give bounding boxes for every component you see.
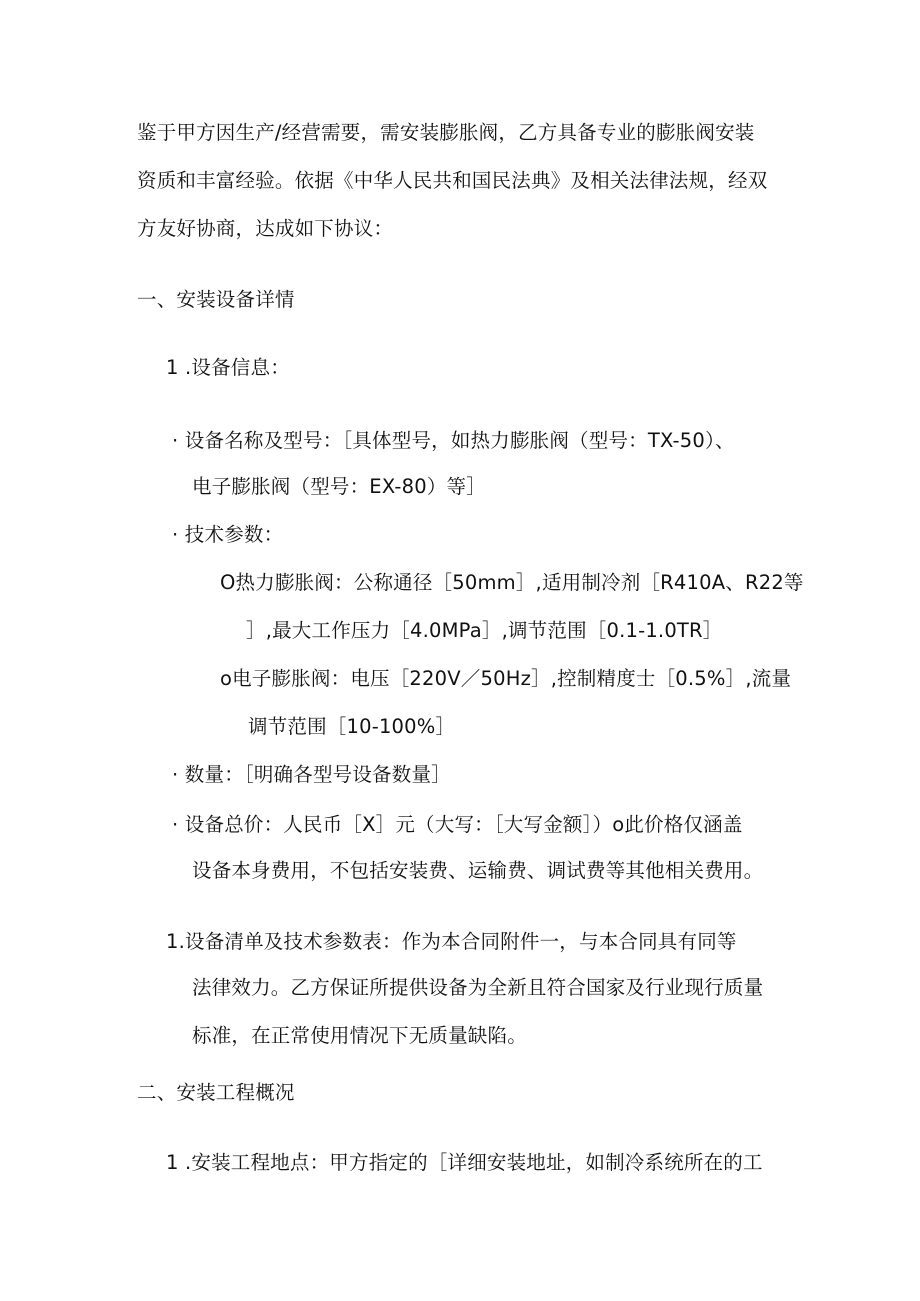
item-installation-site: 1 .安装工程地点：甲方指定的［详细安装地址，如制冷系统所在的工 xyxy=(166,1151,763,1174)
param-thermal-line-1: O热力膨胀阀：公称通径［50mm］,适用制冷剂［R410A、R22等 xyxy=(220,571,804,594)
bullet-tech-params: · 技术参数： xyxy=(172,523,284,546)
item-equipment-list-line-2: 法律效力。乙方保证所提供设备为全新且符合国家及行业现行质量 xyxy=(192,976,764,999)
param-thermal-line-2: ］,最大工作压力［4.0MPa］,调节范围［0.1-1.0TR］ xyxy=(246,619,723,642)
intro-line-3: 方友好协商，达成如下协议： xyxy=(137,217,394,240)
bullet-model-line-1: · 设备名称及型号：［具体型号，如热力膨胀阀（型号：TX-50）、 xyxy=(172,429,735,452)
param-electronic-line-1: o电子膨胀阀：电压［220V／50Hz］,控制精度士［0.5%］,流量 xyxy=(220,667,792,690)
intro-line-1: 鉴于甲方因生产/经营需要，需安装膨胀阀，乙方具备专业的膨胀阀安装 xyxy=(137,121,755,144)
item-equipment-list-line-1: 1.设备清单及技术参数表：作为本合同附件一，与本合同具有同等 xyxy=(166,930,737,953)
section-heading-equipment: 一、安装设备详情 xyxy=(137,288,295,311)
bullet-model-line-2: 电子膨胀阀（型号：EX-80）等］ xyxy=(192,475,486,498)
section-heading-installation: 二、安装工程概况 xyxy=(137,1081,295,1104)
intro-line-2: 资质和丰富经验。依据《中华人民共和国民法典》及相关法律法规，经双 xyxy=(137,169,768,192)
bullet-price-line-1: · 设备总价：人民币［X］元（大写：［大写金额］）o此价格仅涵盖 xyxy=(172,813,743,836)
item-equipment-info: 1 .设备信息： xyxy=(166,356,290,379)
bullet-quantity: · 数量：［明确各型号设备数量］ xyxy=(172,763,451,786)
item-equipment-list-line-3: 标准，在正常使用情况下无质量缺陷。 xyxy=(192,1024,527,1047)
bullet-price-line-2: 设备本身费用，不包括安装费、运输费、调试费等其他相关费用。 xyxy=(192,859,764,882)
param-electronic-line-2: 调节范围［10-100%］ xyxy=(248,715,456,738)
